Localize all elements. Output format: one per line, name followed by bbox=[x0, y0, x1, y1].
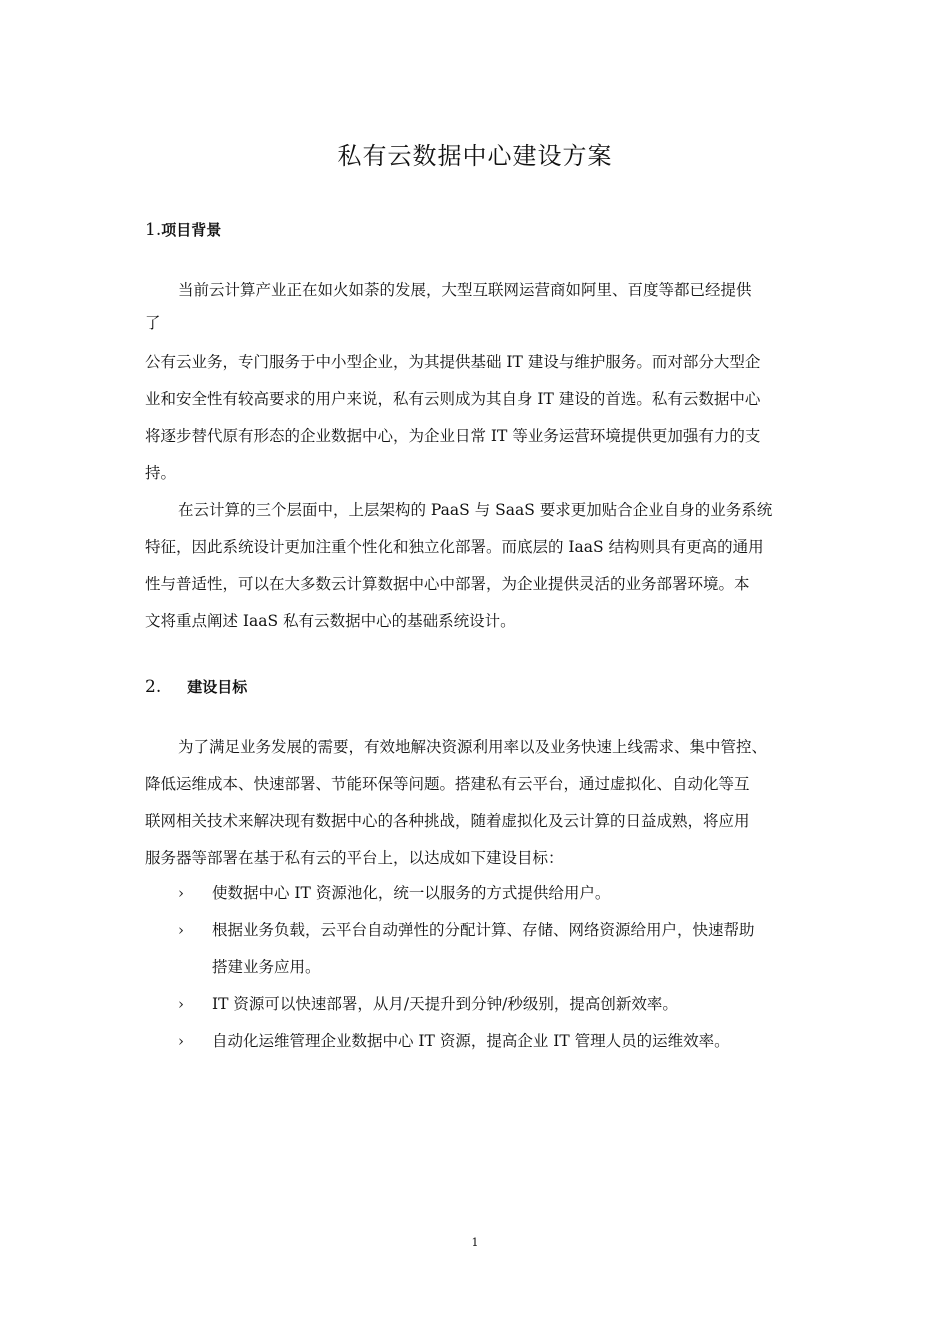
paragraph-line: 业和安全性有较高要求的用户来说，私有云则成为其自身 IT 建设的首选。私有云数据中心 bbox=[145, 390, 761, 408]
paragraph-line: 了 bbox=[145, 314, 161, 332]
paragraph-line: 文将重点阐述 IaaS 私有云数据中心的基础系统设计。 bbox=[145, 612, 516, 630]
bullet-marker: › bbox=[178, 1032, 184, 1050]
section-title: 建设目标 bbox=[187, 678, 248, 696]
paragraph-line: 在云计算的三个层面中，上层架构的 PaaS 与 SaaS 要求更加贴合企业自身的业务系统 bbox=[178, 501, 773, 519]
section-number: 2. bbox=[145, 677, 162, 697]
page-number: 1 bbox=[471, 1236, 479, 1249]
paragraph-line: 服务器等部署在基于私有云的平台上，以达成如下建设目标： bbox=[145, 849, 564, 867]
bullet-item: 使数据中心 IT 资源池化，统一以服务的方式提供给用户。 bbox=[212, 884, 611, 902]
section-title: 项目背景 bbox=[161, 221, 222, 239]
section-heading-1 bbox=[145, 219, 221, 241]
paragraph-line: 当前云计算产业正在如火如荼的发展，大型互联网运营商如阿里、百度等都已经提供 bbox=[178, 281, 752, 299]
bullet-marker: › bbox=[178, 921, 184, 939]
bullet-item: 根据业务负载，云平台自动弹性的分配计算、存储、网络资源给用户，快速帮助 bbox=[212, 921, 755, 939]
paragraph-line: 特征，因此系统设计更加注重个性化和独立化部署。而底层的 IaaS 结构则具有更高的通用 bbox=[145, 538, 764, 556]
paragraph-line: 持。 bbox=[145, 464, 177, 482]
section-number: 1. bbox=[145, 220, 162, 240]
paragraph-line: 性与普适性，可以在大多数云计算数据中心中部署，为企业提供灵活的业务部署环境。本 bbox=[145, 575, 750, 593]
bullet-marker: › bbox=[178, 995, 184, 1013]
paragraph-line: 为了满足业务发展的需要，有效地解决资源利用率以及业务快速上线需求、集中管控、 bbox=[178, 738, 768, 756]
paragraph-line: 公有云业务，专门服务于中小型企业，为其提供基础 IT 建设与维护服务。而对部分大型企 bbox=[145, 353, 761, 371]
document-title: 私有云数据中心建设方案 bbox=[337, 142, 613, 170]
bullet-marker: › bbox=[178, 884, 184, 902]
paragraph-line: 联网相关技术来解决现有数据中心的各种挑战，随着虚拟化及云计算的日益成熟，将应用 bbox=[145, 812, 750, 830]
bullet-item: 自动化运维管理企业数据中心 IT 资源，提高企业 IT 管理人员的运维效率。 bbox=[212, 1032, 730, 1050]
paragraph-line: 降低运维成本、快速部署、节能环保等问题。搭建私有云平台，通过虚拟化、自动化等互 bbox=[145, 775, 750, 793]
bullet-item-continuation: 搭建业务应用。 bbox=[212, 958, 321, 976]
bullet-item: IT 资源可以快速部署，从月/天提升到分钟/秒级别，提高创新效率。 bbox=[212, 995, 678, 1013]
section-heading-2 bbox=[145, 676, 247, 698]
paragraph-line: 将逐步替代原有形态的企业数据中心，为企业日常 IT 等业务运营环境提供更加强有力的支 bbox=[145, 427, 761, 445]
